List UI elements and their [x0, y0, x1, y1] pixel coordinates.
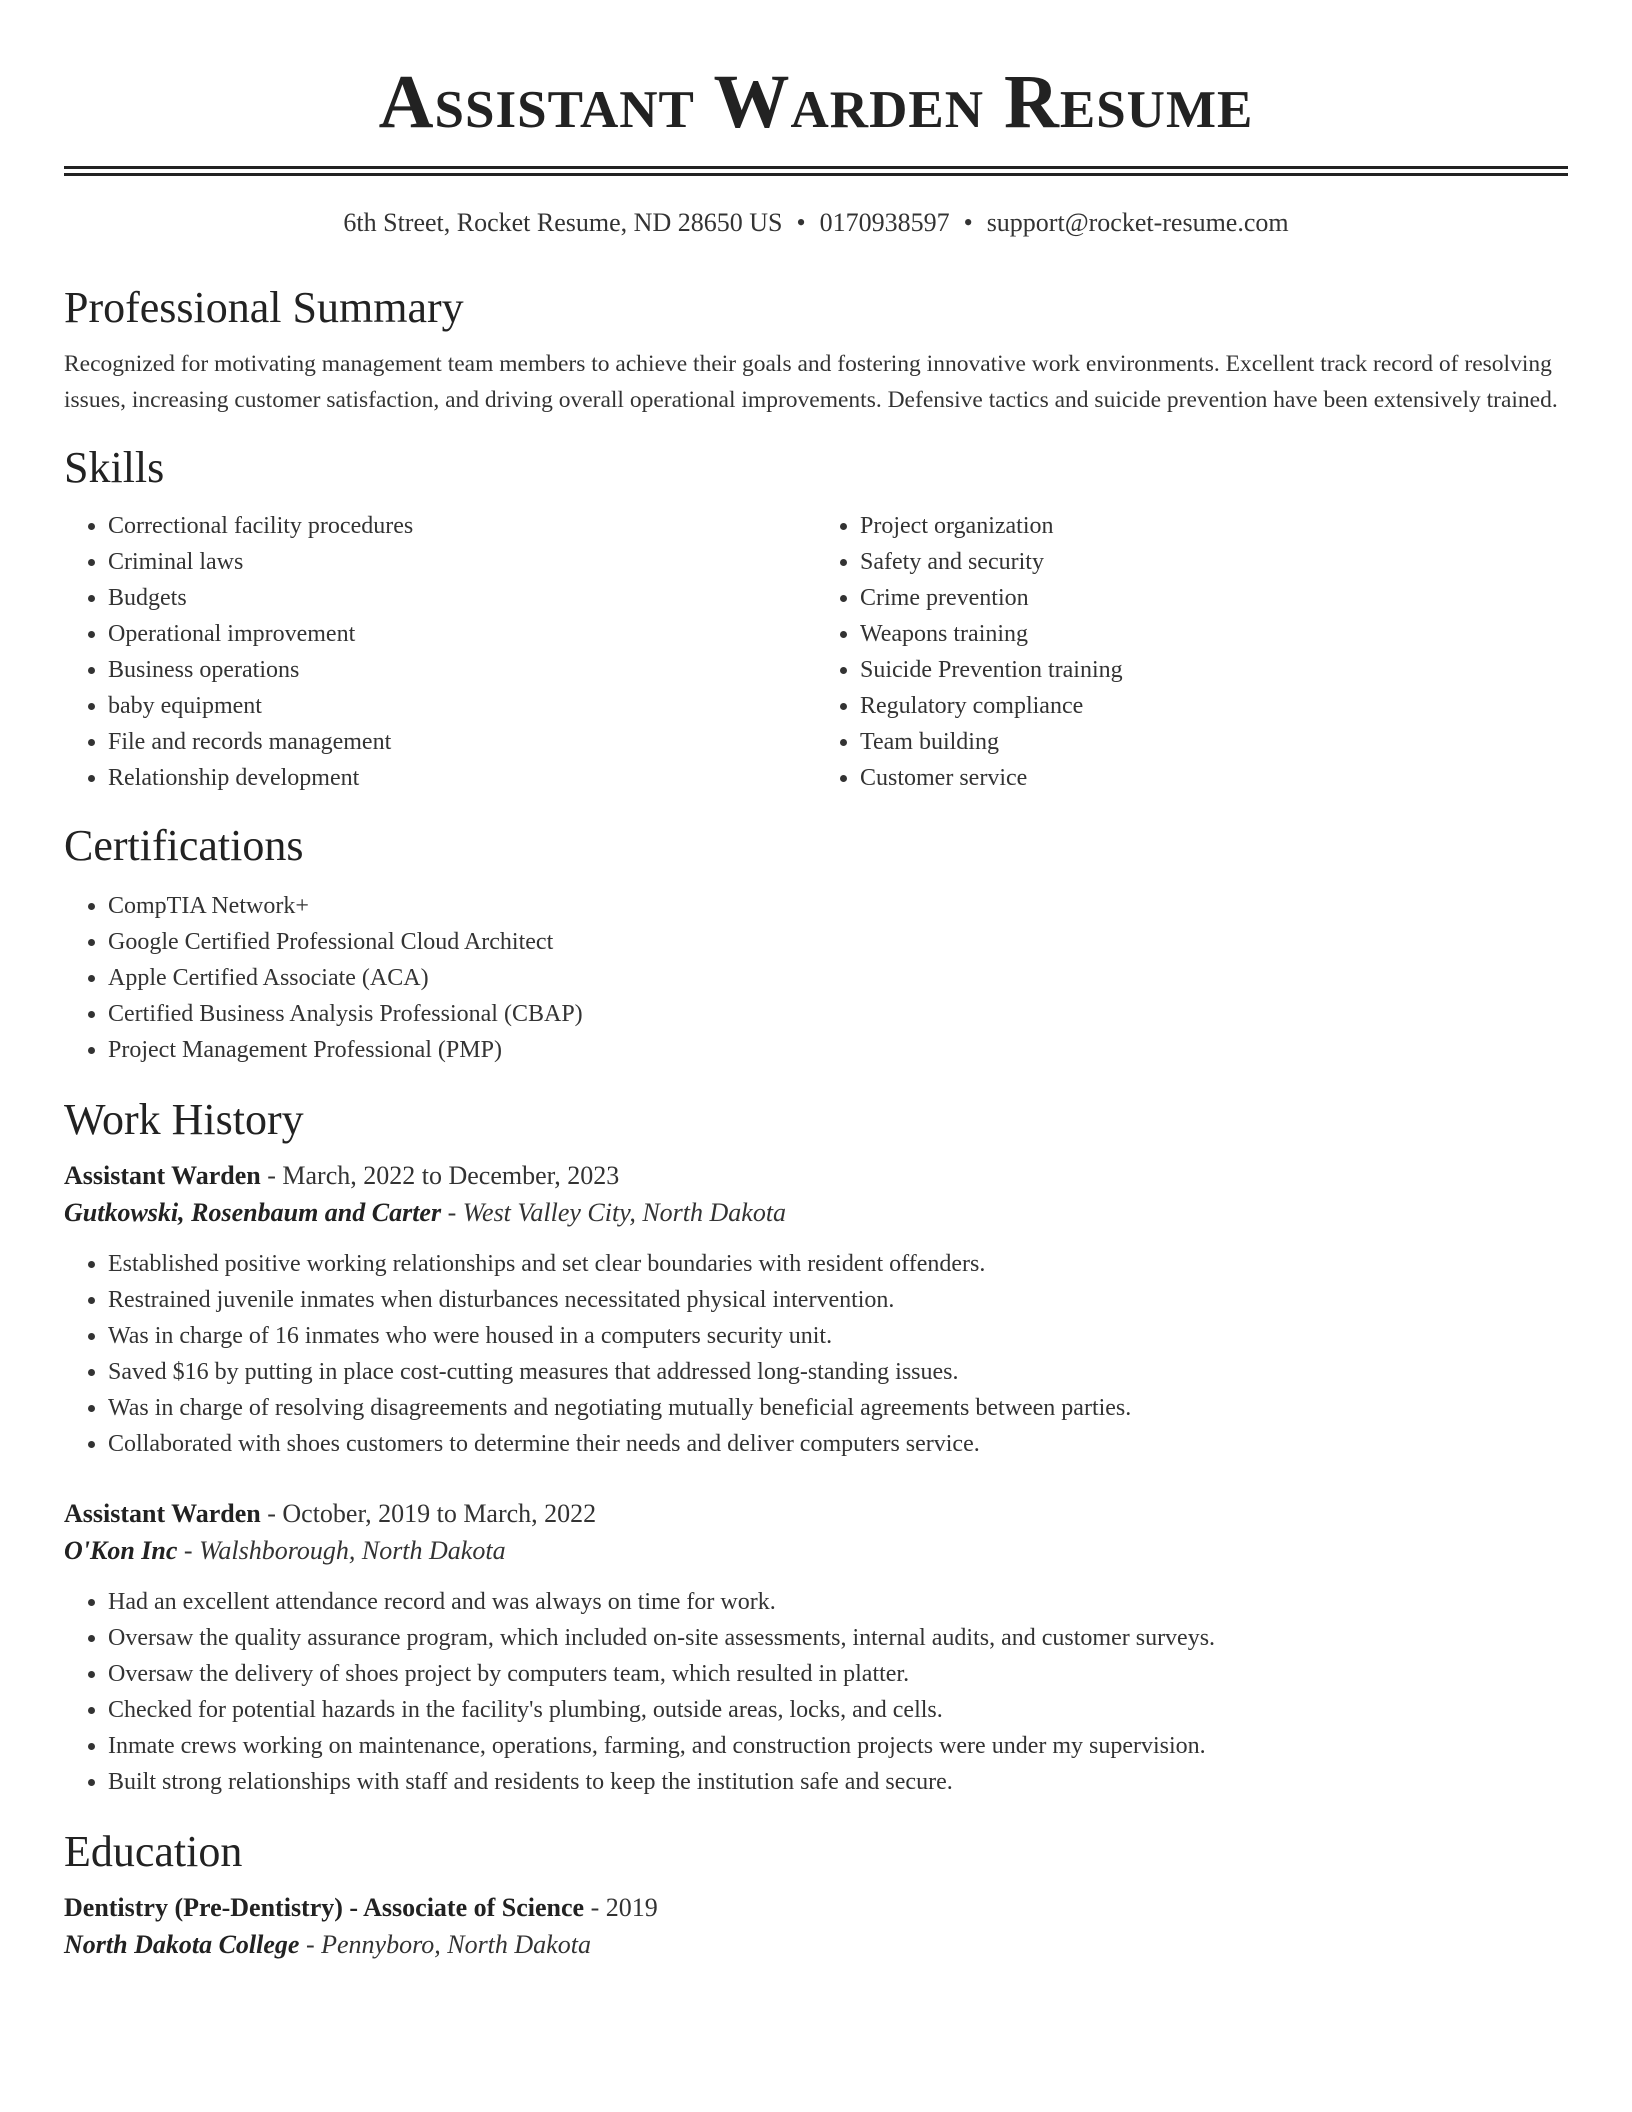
certification-item: • Certified Business Analysis Professional (CBAP) [108, 996, 1568, 1032]
job-title: Assistant Warden [64, 1161, 261, 1190]
skill-item: • Crime prevention [860, 580, 1568, 616]
certification-item: • Project Management Professional (PMP) [108, 1032, 1568, 1068]
skills-heading: Skills [64, 443, 165, 492]
job-duties [64, 1584, 1568, 1800]
skill-item: • Weapons training [860, 616, 1568, 652]
job-location: - Walshborough, North Dakota [177, 1536, 506, 1565]
skill-item: • Customer service [860, 760, 1568, 796]
job-location: - West Valley City, North Dakota [441, 1198, 787, 1227]
certifications-list [64, 888, 1568, 1068]
job-duty: • Was in charge of resolving disagreements and negotiating mutually beneficial agreements between parties. [108, 1390, 1568, 1426]
skill-item: • Suicide Prevention training [860, 652, 1568, 688]
job-entry [64, 1496, 1568, 1800]
summary-text: Recognized for motivating management team members to achieve their goals and fostering innovative work environments. Excellent track record of resolving issues, increasing customer satisfaction, and driving overall operational improvements. Defensive tactics and suicide prevention have been extensively trained. [64, 351, 1558, 413]
job-company: O'Kon Inc [64, 1536, 178, 1565]
skill-item: • Safety and security [860, 544, 1568, 580]
skill-item: • Correctional facility procedures [108, 508, 816, 544]
job-duty: • Restrained juvenile inmates when disturbances necessitated physical intervention. [108, 1282, 1568, 1318]
job-heading [64, 1496, 1568, 1532]
education-degree: Dentistry (Pre-Dentistry) - Associate of Science [64, 1893, 585, 1922]
contact-phone: 0170938597 [819, 208, 950, 237]
contact-line [64, 206, 1568, 240]
education-school: North Dakota College [64, 1930, 300, 1959]
job-company: Gutkowski, Rosenbaum and Carter [64, 1198, 442, 1227]
skill-item: • Budgets [108, 580, 816, 616]
resume-title: Assistant Warden Resume [378, 60, 1254, 144]
job-dates: - October, 2019 to March, 2022 [260, 1499, 597, 1528]
job-employer [64, 1532, 1568, 1570]
contact-separator: • [963, 208, 973, 237]
job-duty: • Saved $16 by putting in place cost-cutting measures that addressed long-standing issues. [108, 1354, 1568, 1390]
job-heading [64, 1158, 1568, 1194]
skill-item: • Project organization [860, 508, 1568, 544]
job-title: Assistant Warden [64, 1499, 261, 1528]
skill-item: • Criminal laws [108, 544, 816, 580]
job-duty: • Had an excellent attendance record and was always on time for work. [108, 1584, 1568, 1620]
job-duty: • Inmate crews working on maintenance, operations, farming, and construction projects were under my supervision. [108, 1728, 1568, 1764]
job-duty: • Established positive working relationships and set clear boundaries with resident offenders. [108, 1246, 1568, 1282]
certification-item: • Google Certified Professional Cloud Architect [108, 924, 1568, 960]
job-dates: - March, 2022 to December, 2023 [260, 1161, 620, 1190]
education-entry [64, 1890, 1568, 1964]
education-year: - 2019 [584, 1893, 658, 1922]
job-entry [64, 1158, 1568, 1462]
job-employer [64, 1194, 1568, 1232]
skills-column-right [816, 508, 1568, 796]
skill-item: • Relationship development [108, 760, 816, 796]
job-duty: • Was in charge of 16 inmates who were housed in a computers security unit. [108, 1318, 1568, 1354]
job-duty: • Collaborated with shoes customers to determine their needs and deliver computers service. [108, 1426, 1568, 1462]
education-school-line [64, 1926, 1568, 1964]
education-heading: Education [64, 1827, 243, 1876]
skills-column-left [64, 508, 816, 796]
certifications-heading: Certifications [64, 821, 304, 870]
contact-email: support@rocket-resume.com [986, 208, 1289, 237]
contact-separator: • [796, 208, 806, 237]
job-duty: • Oversaw the delivery of shoes project by computers team, which resulted in platter. [108, 1656, 1568, 1692]
skill-item: • Business operations [108, 652, 816, 688]
skill-item: • File and records management [108, 724, 816, 760]
education-degree-line [64, 1890, 1568, 1926]
job-duties [64, 1246, 1568, 1462]
contact-address: 6th Street, Rocket Resume, ND 28650 US [343, 208, 783, 237]
job-duty: • Oversaw the quality assurance program, which included on-site assessments, internal audits, and customer surveys. [108, 1620, 1568, 1656]
work-history-heading: Work History [64, 1095, 304, 1144]
certification-item: • CompTIA Network+ [108, 888, 1568, 924]
job-duty: • Built strong relationships with staff and residents to keep the institution safe and secure. [108, 1764, 1568, 1800]
skill-item: • Team building [860, 724, 1568, 760]
summary-heading: Professional Summary [64, 283, 464, 332]
skill-item: • baby equipment [108, 688, 816, 724]
skills-list [64, 508, 1568, 796]
skill-item: • Regulatory compliance [860, 688, 1568, 724]
certification-item: • Apple Certified Associate (ACA) [108, 960, 1568, 996]
education-location: - Pennyboro, North Dakota [299, 1930, 591, 1959]
skill-item: • Operational improvement [108, 616, 816, 652]
job-duty: • Checked for potential hazards in the facility's plumbing, outside areas, locks, and cells. [108, 1692, 1568, 1728]
title-divider [64, 166, 1568, 176]
